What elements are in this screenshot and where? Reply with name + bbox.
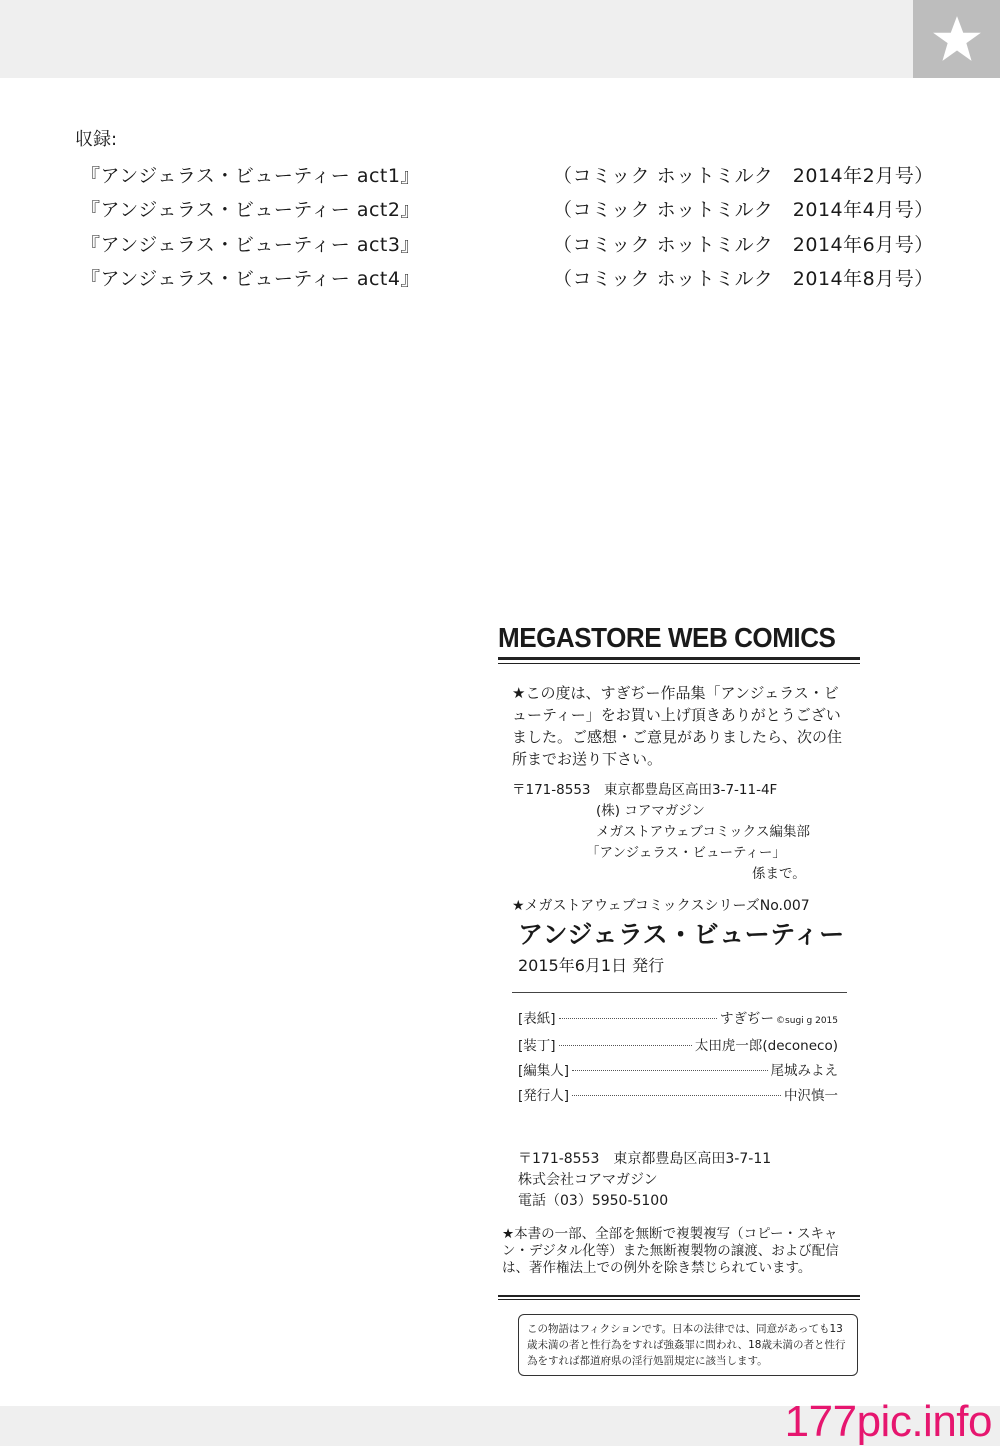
mail-company: (株) コアマガジン xyxy=(596,803,705,819)
work-title: 『アンジェラス・ビューティー act1』 xyxy=(81,164,420,187)
work-row xyxy=(75,192,935,227)
work-title: 『アンジェラス・ビューティー act2』 xyxy=(81,199,420,222)
watermark: 177pic.info xyxy=(784,1397,992,1446)
mail-postal: 〒171-8553 東京都豊島区高田3-7-11-4F xyxy=(512,782,778,798)
fiction-disclaimer: この物語はフィクションです。日本の法律では、同意があっても13歳未満の者と性行為をすれば強姦罪に問われ、18歳未満の者と性行為をすれば都道府県の淫行処罰規定に該当します。 xyxy=(518,1314,858,1376)
credit-name: 太田虎一郎(deconeco) xyxy=(694,1038,838,1054)
publisher-phone: 電話（03）5950-5100 xyxy=(518,1193,669,1209)
star-icon xyxy=(931,13,983,65)
work-source: （コミック ホットミルク 2014年6月号） xyxy=(553,233,934,256)
copyright-notice: ★本書の一部、全部を無断で複製複写（コピー・スキャン・デジタル化等）また無断複製物の譲渡、および配信は、著作権法上での例外を除き禁じられています。 xyxy=(502,1226,839,1276)
star-badge xyxy=(913,0,1000,78)
credit-copyright: ©sugi g 2015 xyxy=(776,1016,838,1026)
book-title: アンジェラス・ビューティー xyxy=(518,920,845,949)
credit-name: 中沢慎一 xyxy=(784,1088,838,1104)
credit-role: [編集人] xyxy=(518,1063,570,1079)
credit-role: [装丁] xyxy=(518,1038,556,1054)
credit-row xyxy=(518,1084,838,1109)
brand-rule xyxy=(498,657,860,664)
work-row xyxy=(75,261,935,296)
publisher-info xyxy=(518,1149,860,1212)
leader-dots xyxy=(559,1018,718,1019)
credit-name: 尾城みよえ xyxy=(770,1063,838,1079)
work-title: 『アンジェラス・ビューティー act4』 xyxy=(81,268,420,291)
bottom-rule xyxy=(498,1295,860,1300)
top-band xyxy=(0,0,1000,78)
thanks-message: ★この度は、すぎぢー作品集「アンジェラス・ビューティー」をお買い上げ頂きありがとうございました。ご感想・ご意見がありましたら、次の住所までお送り下さい。 xyxy=(512,684,843,768)
work-source: （コミック ホットミルク 2014年2月号） xyxy=(553,164,934,187)
credit-row xyxy=(518,1007,838,1034)
publish-date: 2015年6月1日 発行 xyxy=(518,956,665,975)
work-row xyxy=(75,157,935,192)
work-title: 『アンジェラス・ビューティー act3』 xyxy=(81,233,420,256)
credit-role: [発行人] xyxy=(518,1088,570,1104)
contents-list xyxy=(75,125,935,295)
leader-dots xyxy=(559,1045,692,1046)
work-source: （コミック ホットミルク 2014年8月号） xyxy=(553,268,934,291)
brand-title: MEGASTORE WEB COMICS xyxy=(498,622,836,653)
mail-address xyxy=(512,780,860,885)
publisher-name: 株式会社コアマガジン xyxy=(518,1172,658,1188)
credit-row xyxy=(518,1059,838,1084)
work-row xyxy=(75,226,935,261)
credit-name: すぎぢー xyxy=(720,1011,775,1027)
mail-work: 「アンジェラス・ビューティー」 xyxy=(586,845,786,861)
separator xyxy=(512,992,847,993)
leader-dots xyxy=(572,1095,781,1096)
leader-dots xyxy=(572,1070,767,1071)
colophon xyxy=(498,622,860,1376)
credit-role: [表紙] xyxy=(518,1011,556,1027)
credits xyxy=(518,1007,860,1109)
publisher-postal: 〒171-8553 東京都豊島区高田3-7-11 xyxy=(518,1151,772,1167)
mail-dept: メガストアウェブコミックス編集部 xyxy=(596,824,810,840)
contents-heading: 収録: xyxy=(75,129,118,150)
work-source: （コミック ホットミルク 2014年4月号） xyxy=(553,199,934,222)
series-number: ★メガストアウェブコミックスシリーズNo.007 xyxy=(512,898,810,914)
mail-suffix: 係まで。 xyxy=(752,866,806,882)
credit-row xyxy=(518,1034,838,1059)
